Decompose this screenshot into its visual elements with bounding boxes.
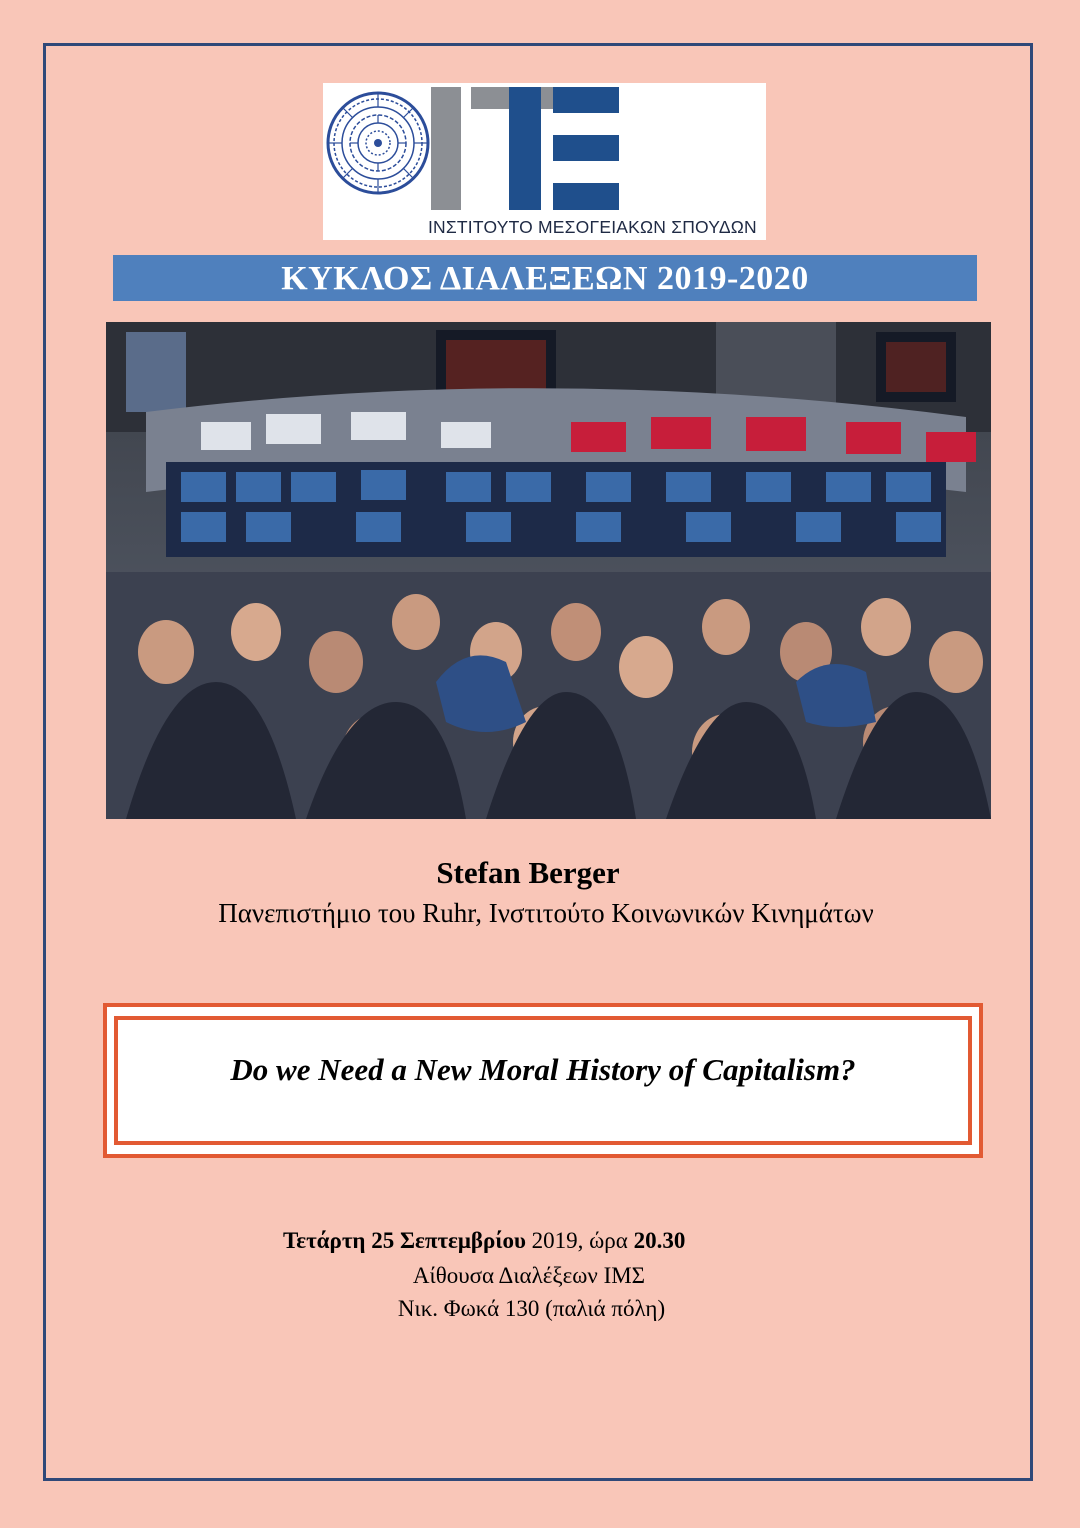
event-year-time-prefix: 2019, ώρα <box>525 1228 634 1253</box>
talk-title-inner-border <box>114 1016 972 1145</box>
institute-logo <box>323 83 766 240</box>
lecture-series-banner: ΚΥΚΛΟΣ ΔΙΑΛΕΞΕΩΝ 2019-2020 <box>113 255 977 301</box>
speaker-affiliation: Πανεπιστήμιο του Ruhr, Ινστιτούτο Κοινωνικών Κινημάτων <box>218 898 874 928</box>
stock-exchange-trading-floor-photo <box>106 322 991 819</box>
talk-title-box <box>103 1003 983 1158</box>
talk-title: Do we Need a New Moral History of Capitalism? <box>230 1052 856 1087</box>
event-date-time <box>283 1228 685 1254</box>
event-address: Νικ. Φωκά 130 (παλιά πόλη) <box>397 1296 666 1321</box>
event-venue: Αίθουσα Διαλέξεων ΙΜΣ <box>412 1263 646 1288</box>
speaker-name: Stefan Berger <box>436 855 620 890</box>
event-day: Τετάρτη 25 Σεπτεμβρίου <box>283 1228 526 1253</box>
event-time: 20.30 <box>633 1228 686 1253</box>
institute-name: ΙΝΣΤΙΤΟΥΤΟ ΜΕΣΟΓΕΙΑΚΩΝ ΣΠΟΥΔΩΝ <box>428 217 757 237</box>
